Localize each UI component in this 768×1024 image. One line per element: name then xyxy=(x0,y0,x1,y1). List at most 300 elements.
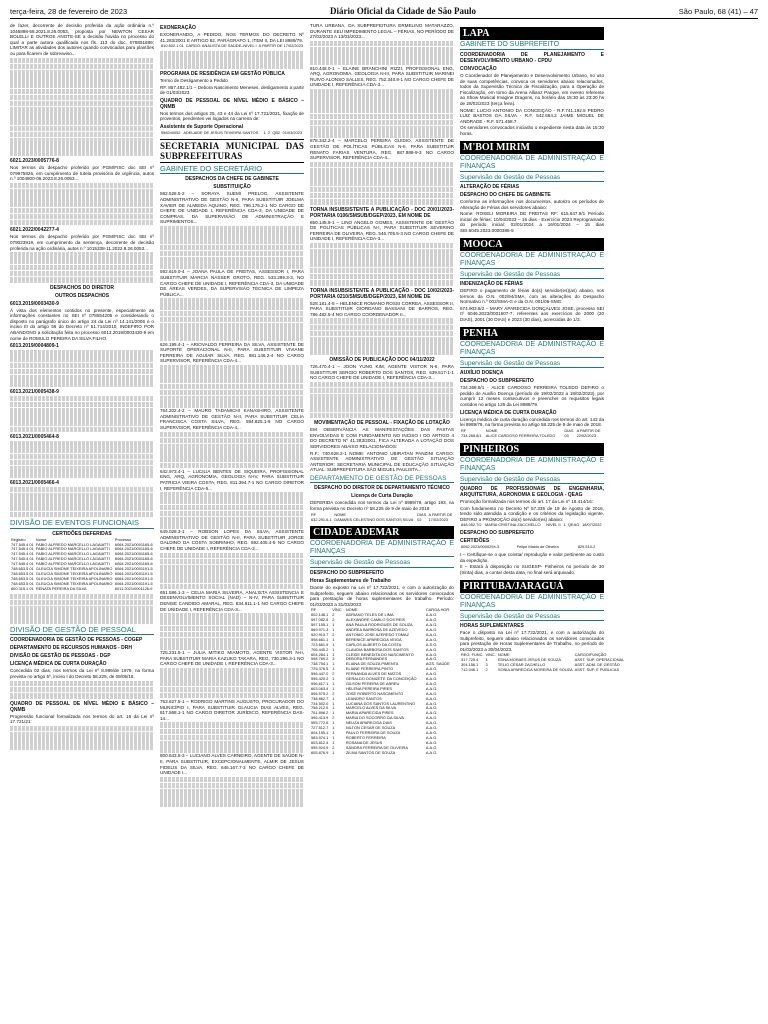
table-cell: 595.924.9 xyxy=(311,744,329,750)
text-line-placeholder xyxy=(160,668,304,674)
table-cell: 738.754.1 xyxy=(311,661,329,667)
text-line-placeholder xyxy=(160,559,304,565)
table-cell: 632.291.6-1 xyxy=(311,516,332,522)
section-heading: TORNA INSUBSISTENTE A PUBLICAÇÃO - DOC 20/01/2023- PORTARIA 0106/SMSUB/DGEP/2023, EM NOME DE xyxy=(310,206,454,219)
table-cell: 725.376.5 xyxy=(311,666,329,672)
header-edition: São Paulo, 68 (41) – 47 xyxy=(678,7,758,16)
table-cell: 6064.2021/0001191-5 xyxy=(114,580,153,586)
paragraph: O Coordenador de Planejamento e Desenvolvimento Urbano, no uso de suas competências, convoca os servidores abaixo relacionados, todos da Supervisão Técnica de Fiscalização, para a Operação de Fiscalização, em torno da Arena Allianz Parque, em evento referente ao Show Musical Imagine Dragons, no horário das 15:30 às 23:30 hs de 28/02/2023 (terça feira). xyxy=(460,73,604,106)
text-line-placeholder xyxy=(10,150,154,156)
table-cell: 6064.2021/0001165-6 xyxy=(114,551,153,557)
table-cell: A.A.G. xyxy=(425,666,438,672)
table-cell: 2 xyxy=(332,671,335,677)
section-heading: Assistente de Suporte Operacional xyxy=(160,124,244,131)
supervisao-title: Supervisão de Gestão de Pessoas xyxy=(460,271,604,280)
table-cell: TELIO CÉSAR ZACHELLO xyxy=(497,662,546,668)
paragraph: EM OBSERVÂNCIA AS MANIFESTAÇÕES DAS PASTAS ENVOLVIDAS E COM FUNDAMENTO NO INCISO I DO ARTIGO 4 DO DECRETO Nº 41.283/2001, FICA ALTERADA A LOTAÇÃO DOS SERVIDORES ABAIXO RELACIONADOS: xyxy=(310,427,454,449)
table-cell: CLAUDIA BARBOSA DOS SANTOS xyxy=(345,646,409,652)
text-line-placeholder xyxy=(10,512,154,518)
header-title: Diário Oficial da Cidade de São Paulo xyxy=(329,6,476,16)
text-line-placeholder xyxy=(10,414,154,420)
paragraph: Licença médica de curta duração concedida nos termos do art. 143 da lei 8989/79, na forma prevista no artigo 58.225 de 9 de maio de 2018. xyxy=(460,416,604,428)
text-line-placeholder xyxy=(310,331,454,337)
table-cell: A.A.G. xyxy=(425,651,438,657)
table-cell: DIAS xyxy=(417,511,427,517)
table-cell: 304.158.1 xyxy=(461,662,479,668)
paragraph: 850.145.9-1 – LINO ANGELO GOMES, ASSISTENTE DE GESTÃO DE POLÍTICAS PÚBLICAS N-I, PARA SUBSTITUIR SEVERINO FERREIRA DE OLIVEIRA, REG. 546.705.5-3 NO CARGO CHEFE DE UNIDADE I, REFERÊNCIA CDA-3... xyxy=(310,219,454,242)
table-cell: GLEUCIA SIMONE TEIXEIRA APOLINARIO xyxy=(35,575,113,581)
table-row xyxy=(460,434,604,439)
paragraph: EXONERANDO, A PEDIDO, NOS TERMOS DO DECRETO Nº 41.283/2001 E ARTIGO 62, PARÁGRAFO 1, ITEM II, DA LEI 8989/79. xyxy=(160,32,304,43)
table-cell: 2 xyxy=(332,612,335,618)
table-cell: NOME xyxy=(334,511,346,517)
table-cell: RF xyxy=(311,511,317,517)
table-cell: ADELAIDE DE JESUS TEIXEIRA SANTOS xyxy=(183,130,259,136)
process-number: 6013.2019/0004809-1 xyxy=(10,343,59,350)
table-cell: 597.155.1 xyxy=(311,622,329,628)
text-line-placeholder xyxy=(310,114,454,120)
supervisao-title: Supervisão de Gestão de Pessoas xyxy=(460,360,604,369)
table-cell: ALICE CARDOSO FERREIRA TOLEDO xyxy=(485,432,556,438)
paragraph: R.F.: 740.628.2-1 NOME: ANTONIO UBIRATAN PANZINI CARGO: ASSISTENTE ADMINISTRATIVO DE GESTÃO SITUAÇÃO ANTERIOR: SECRETARIA MUNICIPAL DE EDUCAÇÃO SITUAÇÃO ATUAL: SUBPREFEITURA SÃO MIGUEL PAULISTA... xyxy=(310,450,454,473)
table-cell: 558240052 xyxy=(161,130,181,136)
table-cell: 1 xyxy=(332,739,335,745)
table-cell: 03 xyxy=(564,432,569,438)
table-cell: ALEXANDRE CAMILO DOS REIS xyxy=(345,617,406,623)
table-cell: 747.545.4 01 xyxy=(11,541,34,547)
table-cell: 1 xyxy=(332,695,335,701)
text-line-placeholder xyxy=(10,220,154,226)
table-cell: A.S.O. xyxy=(425,641,438,647)
table-cell: 748.653.5 01 xyxy=(11,570,34,576)
table-cell: 317.725.4 xyxy=(461,657,479,663)
text-line-placeholder xyxy=(310,249,454,255)
paragraph: Diante do exposto na Lei nº 17.722/2021, e com a autorização do Subprefeito, seguem abaixo relacionados os servidores convocados para prestação de horas suplementares de trabalho. Período: 01/03/2023 a 31/03/2023 xyxy=(310,584,454,607)
table-cell: Felipe Maido de Oliveira xyxy=(516,544,559,550)
subprefeitura-title: PINHEIROS xyxy=(460,443,604,456)
text-line-placeholder xyxy=(310,47,454,53)
text-line-placeholder xyxy=(10,594,154,600)
text-line-placeholder xyxy=(160,232,304,238)
section-heading: COORDENADORIA DE GESTÃO DE PESSOAS - COGEP xyxy=(10,637,143,644)
table-cell: 829.510-2 xyxy=(577,544,596,550)
text-line-placeholder xyxy=(10,58,154,64)
table-cell: 1 xyxy=(332,710,335,716)
subprefeitura-title: M'BOI MIRIM xyxy=(460,141,604,154)
column-3 xyxy=(310,23,454,1023)
promocao-table xyxy=(460,523,604,528)
table-cell: 1 xyxy=(563,522,566,528)
text-line-placeholder xyxy=(160,238,304,244)
table-cell: A.A.G. xyxy=(425,622,438,628)
text-line-placeholder xyxy=(310,187,454,193)
gabinete-title: GABINETE DO SECRETÁRIO xyxy=(160,165,304,175)
text-line-placeholder xyxy=(160,57,304,63)
table-cell: ASST. SUP. E PÚBLICAS xyxy=(574,667,620,673)
table-row xyxy=(160,131,304,136)
table-cell: 605.876.9 xyxy=(311,749,329,755)
paragraph: Nos termos do despacho proferido por PGM/FISC doc SEI nº 079975826, em cumprimento de tutela provisória de urgência, autos n.º 1004800-06.2023.8.26.0053... xyxy=(10,164,154,182)
paragraph: 528.181.4-5 – HELENICE ROMANO ROSSI CORREA, ASSESSOR II, PARA SUBSTITUIR GIORDANO BASSANI DE BARROS, REG. 786.482.5-4 NO CARGO COORDENADOR II... xyxy=(310,300,454,317)
table-cell: ZILMA SANTOS DE SOUZA xyxy=(345,749,396,755)
table-cell: FABIO ALFREDO MARCELLO LAGAIATTI xyxy=(35,546,110,552)
text-line-placeholder xyxy=(310,274,454,280)
section-heading: QUADRO DE PESSOAL DE NÍVEL MÉDIO E BÁSICO – QNMB xyxy=(10,700,154,713)
table-cell: 747.545.4 01 xyxy=(11,556,34,562)
table-cell: 747.545.4 01 xyxy=(11,551,34,557)
table-row xyxy=(460,668,625,673)
division-title: DIVISÃO DE GESTÃO DE PESSOAL xyxy=(10,626,154,636)
table-cell: 747.545.4 01 xyxy=(11,561,34,567)
text-line-placeholder xyxy=(10,381,154,387)
coordenadoria-title: COORDENADORIA DE ADMINISTRAÇÃO E FINANÇAS xyxy=(460,593,604,609)
subprefeitura-title: PIRITUBA/JARAGUÁ xyxy=(460,580,604,593)
text-line-placeholder xyxy=(10,493,154,499)
text-line-placeholder xyxy=(310,107,454,113)
text-line-placeholder xyxy=(10,375,154,381)
table-cell: 1 xyxy=(263,130,266,136)
text-line-placeholder xyxy=(10,744,154,750)
text-line-placeholder xyxy=(310,132,454,138)
paragraph: 651.586.1-3 – CELIA MARIA SILVEIRA, ANALISTA ASSISTENCIA E DESENVOLVIMENTO SOCIAL (NAD) – N-IV, PARA SUBSTITUIR DENISE CANDIDO AMARAL, REG. 634.911.1-1 NO CARGO CHEFE DE UNIDADE I, REFERÊNCIA CDA-3... xyxy=(160,589,304,612)
paragraph: de fazer, decorrente de decisão proferida da ação ordinária n.º 1046898-58.2021.8.26.0053, proposta por NEWTON CESAR BOLELLI E OUTROS ANOTE-SE a decisão havida no processo do qual a parte autora qualificada nos fls. 113 do doc. 078851889; LIMITAR as atividades dos autores quando convocados para plantões ou para ficarem de sobreaviso... xyxy=(10,23,154,56)
table-cell: SANDRA FERREIRA DE OLIVEIRA xyxy=(345,744,408,750)
text-line-placeholder xyxy=(160,584,304,590)
table-cell: LUCIANA DOS SANTOS LAURENTINO xyxy=(345,700,416,706)
text-line-placeholder xyxy=(160,523,304,529)
paragraph: Conforme as informações nos documentos, autorizo os períodos de Alteração de Férias dos servidores abaixo: xyxy=(460,199,604,210)
section-heading: DESPACHO DO SUBPREFEITO xyxy=(310,569,384,576)
certidoes-table xyxy=(460,545,604,550)
coordenadoria-title: COORDENADORIA DE ADMINISTRAÇÃO E FINANÇAS xyxy=(460,456,604,472)
table-cell: 734.502.0 xyxy=(311,700,329,706)
table-cell: A.A.G. xyxy=(425,725,438,731)
table-cell: ASST. SUP. OPERACIONAL xyxy=(574,657,625,663)
section-heading: DEPARTAMENTO DE RECURSOS HUMANOS - DRH xyxy=(10,645,132,652)
text-line-placeholder xyxy=(10,454,154,460)
table-cell: 1 xyxy=(332,685,335,691)
section-heading: DESPACHO DO DIRETOR DE DEPARTAMENTO TÉCNICO xyxy=(314,485,450,492)
table-cell: VINC. xyxy=(485,652,496,658)
table-cell: GLEUCIA SIMONE TEIXEIRA APOLINARIO xyxy=(35,566,113,572)
section-heading: QUADRO DE PROFISSIONAIS DE ENGENHARIA, ARQUITETURA, AGRONOMIA E GEOLOGIA - QEAG xyxy=(460,486,604,499)
horas-table xyxy=(460,653,625,673)
text-line-placeholder xyxy=(10,681,154,687)
table-cell: ROSANA DE JESUS xyxy=(345,739,383,745)
horas-table xyxy=(310,608,454,755)
text-line-placeholder xyxy=(310,325,454,331)
text-line-placeholder xyxy=(310,268,454,274)
text-line-placeholder xyxy=(10,441,154,447)
table-cell: CARGO/FUNÇÃO xyxy=(574,652,607,658)
text-line-placeholder xyxy=(160,463,304,469)
table-cell: A.A.G. xyxy=(425,744,438,750)
text-line-placeholder xyxy=(310,126,454,132)
text-line-placeholder xyxy=(310,406,454,412)
paragraph: 753.627.5-1 – RODRIGO MARTINS AUGUSTO, PROCURADOR DO MUNICÍPIO I, PARA SUBSTITUIR GLAUCIA DIAS ALVES, REG. 817.568.1-1 NO CARGO DIRETOR JURÍDICO, REFERÊNCIA DAS-14... xyxy=(160,699,304,721)
table-cell: 603.812.4 xyxy=(311,739,329,745)
text-line-placeholder xyxy=(160,789,304,795)
text-line-placeholder xyxy=(10,612,154,618)
table-cell: 1 xyxy=(332,666,335,672)
table-cell: 2 xyxy=(332,631,335,637)
coordenadoria-title: COORDENADORIA DE ADMINISTRAÇÃO E FINANÇAS xyxy=(460,340,604,356)
table-cell: 723.661.9 xyxy=(311,641,329,647)
table-cell: 1 xyxy=(332,641,335,647)
table-cell: 22/02/2023 xyxy=(576,432,597,438)
text-line-placeholder xyxy=(160,565,304,571)
paragraph: Com fundamento no Decreto Nº 57.335 de 19 de Agosto de 2016, tendo sido atendida a condição e os critérios da legislação vigente, DEFIRO a PROMOÇÃO do(s) servidor(es) abaixo: xyxy=(460,505,604,522)
table-cell: 1 xyxy=(332,676,335,682)
table-cell: A.A.G. xyxy=(425,656,438,662)
text-line-placeholder xyxy=(160,444,304,450)
text-line-placeholder xyxy=(160,741,304,747)
paragraph: Nome: ROSELI MOREIRA DE FREITAS RF: 615.647.9/1 Período inicial de férias: 10/04/2023 – 15 dias - Exercício 2023 Reprogramado do período inicial: 02/01/2024 a 16/01/2024 – 15 dias SEI:6045.2023.0000385-5 xyxy=(460,211,604,233)
paragraph: 878.342.2-4 – MARCELO PEREIRA GUIDIO, ASSISTENTE DE GESTÃO DE POLÍTICAS PÚBLICAS N-II, PARA SUBSTITUIR RENATO FARIAS VENTURA, REG. 887.888-9-3 NO CARGO SUPERVISOR, REFERÊNCIA CDA-4... xyxy=(310,138,454,161)
paragraph: RF. 857.482.1/1 – Debora Nascimento Meneses, desligamento a partir de 01/03/2023 xyxy=(160,84,304,96)
section-heading: Horas Suplementares de Trabalho xyxy=(310,577,391,584)
paragraph: 726.470.4-1 – JOON YUNG KIM, AGENTE VISTOR N-II, PARA SUBSTITUIR SERGIO ROBERTO DOS SANTOS, REG. 639.517-1-1 NO CARGO CHEFE DE UNIDADE I, REFERÊNCIA CDA-3... xyxy=(310,363,454,381)
table-cell: Registro xyxy=(11,536,26,542)
text-line-placeholder xyxy=(310,95,454,101)
table-cell: GLEUCIA SIMONE TEIXEIRA APOLINARIO xyxy=(35,580,113,586)
table-cell: RF xyxy=(461,427,467,433)
table-cell: 603.063.4 xyxy=(311,685,329,691)
section-heading: AUXÍLIO DOENÇA xyxy=(460,370,504,377)
section-heading: ALTERAÇÃO DE FÉRIAS xyxy=(460,184,520,191)
text-line-placeholder xyxy=(10,447,154,453)
table-cell: 1 xyxy=(332,725,335,731)
table-cell: 734.268.8/1 xyxy=(461,432,482,438)
text-line-placeholder xyxy=(160,51,304,57)
text-line-placeholder xyxy=(160,553,304,559)
process-number: 6013.2021/0005464-8 xyxy=(10,434,59,441)
subprefeitura-title: MOOCA xyxy=(460,238,604,251)
text-line-placeholder xyxy=(160,571,304,577)
text-line-placeholder xyxy=(10,138,154,144)
table-cell: A PARTIR DE 17/02/2023 xyxy=(258,43,304,49)
text-line-placeholder xyxy=(310,53,454,59)
text-line-placeholder xyxy=(10,350,154,356)
table-cell: 6064.2021/0001165-6 xyxy=(114,561,153,567)
table-cell: A.A.G. xyxy=(425,685,438,691)
table-cell: GERALDO DONIZETE DA CONCEIÇÃO xyxy=(345,676,417,682)
table-cell: 1 xyxy=(332,734,335,740)
text-line-placeholder xyxy=(160,304,304,310)
table-cell: A.A.G. xyxy=(425,671,438,677)
coordenadoria-title: COORDENADORIA DE ADMINISTRAÇÃO E FINANÇAS xyxy=(310,540,454,556)
text-line-placeholder xyxy=(160,735,304,741)
table-cell: FABIO ALFREDO MARCELLO LAGAIATTI xyxy=(35,551,110,557)
text-line-placeholder xyxy=(10,271,154,277)
table-cell: 1 xyxy=(332,720,335,726)
text-line-placeholder xyxy=(10,420,154,426)
table-cell: 596.420.2 xyxy=(311,676,329,682)
table-cell: 2 xyxy=(332,690,335,696)
text-line-placeholder xyxy=(10,427,154,433)
section-heading: DESPACHOS DO DIRETOR xyxy=(50,284,114,291)
table-cell: A.A.G. xyxy=(425,720,438,726)
table-cell: Processo xyxy=(114,536,132,542)
table-cell: 3 xyxy=(332,656,335,662)
text-line-placeholder xyxy=(310,349,454,355)
table-cell: AGS. SAÚDE xyxy=(425,661,450,667)
table-cell: CARLOS ALBERTO DA COSTA xyxy=(345,641,402,647)
text-line-placeholder xyxy=(10,208,154,214)
table-cell: 6064.2021/0001165-6 xyxy=(114,556,153,562)
text-line-placeholder xyxy=(310,162,454,168)
table-cell: 1 xyxy=(332,622,335,628)
text-line-placeholder xyxy=(10,101,154,107)
page-header xyxy=(10,6,758,19)
table-cell: 748.653.5 01 xyxy=(11,566,34,572)
paragraph: Os servidores convocados iniciarão o expediente nesta data às 15:30 horas. xyxy=(460,125,604,136)
paragraph: 592.619.0-4 – JOANA PAULA DE FREITAS, ASSESSOR I, PARA SUBSTITUIR MARCIA NASSER GROTO, REG. 533.289.3-3, NO CARGO CHEFE DE UNIDADE I, REFERÊNCIA CDA-3, DA UNIDADE DE ÁREAS VERDES, DA SUPERVISÃO TÉCNICA DE LIMPEZA PÚBLICA... xyxy=(160,269,304,297)
table-cell: 6064.2021/0001191-5 xyxy=(114,566,153,572)
table-row xyxy=(10,587,154,592)
paragraph: 626.195.4-1 – ARIOVALDO FERREIRA DA SILVA, ASSISTENTE DE SUPORTE OPERACIONAL N-II, PARA SUBSTITUIR VIVIANE FERREIRA DE AGUIAR SILVA, REG. 881.146.2-4 NO CARGO SUPERVISOR, REFERÊNCIA CDA-4... xyxy=(160,341,304,364)
department-title: DEPARTAMENTO DE GESTÃO DE PESSOAS xyxy=(310,475,454,484)
paragraph: 764.202.4-2 – MAURO TADAMICHI KANASHIRO, ASSISTENTE ADMINISTRATIVO DE GESTÃO N-II, PARA SUBSTITUIR CELIA FRANCISCA COSTA SILVA, REG. 594.825.1-6 NO CARGO SUPERVISOR, REFERÊNCIA CDA-4... xyxy=(160,408,304,431)
section-heading: Licença de Curta Duração xyxy=(351,493,413,500)
table-row xyxy=(460,545,604,550)
table-cell: 602.148.1 xyxy=(311,612,329,618)
table-row xyxy=(310,518,454,523)
text-line-placeholder xyxy=(10,107,154,113)
section-heading: DESPACHO DO CHEFE DE GABINETE xyxy=(460,192,551,199)
paragraph: 810.448.0-1 – ELAINE BRANCHINI RIZZI, PROFISSIONAL ENG, ARQ, AGRONOMIA, GEOLOGIA N-III, PARA SUBSTITUIR MARINEI RUIVO ALONSO SALLES, REG. 752.340.8-1 NO CARGO CHEFE DE UNIDADE I, REFERÊNCIA CDA-3... xyxy=(310,65,454,88)
text-line-placeholder xyxy=(160,505,304,511)
section-heading: MOVIMENTAÇÃO DE PESSOAL - FIXAÇÃO DE LOTAÇÃO xyxy=(314,420,450,427)
table-cell: CLEIDE BENEDITA DO NASCIMENTO xyxy=(345,651,414,657)
paragraph: Termo de Desligamento a Pedido xyxy=(160,78,228,84)
text-line-placeholder xyxy=(160,693,304,699)
text-line-placeholder xyxy=(310,261,454,267)
paragraph: NOME: LUCIO ANTONIO DA CONCEIÇÃO - R.F.741.192.5 PEDRO LUIZ BASTOS DA SILVA - R.F. 542.664.2 JAIME MIGUEL DE ANDRADE - R.F. 571.458.7 xyxy=(460,107,604,124)
paragraph: 725.231.5-1 – JULIA MITIKO MIAMOTO, AGENTE VISTOR N-II, PARA SUBSTITUIR MARIA KAZUKO TAKARA, REG. 730.296.3-1 NO CARGO CHEFE DE UNIDADE I, REFERÊNCIA CDA-3... xyxy=(160,650,304,667)
section-heading: LICENÇA MÉDICA DE CURTA DURAÇÃO xyxy=(10,661,107,668)
table-cell: 1 xyxy=(332,700,335,706)
table-cell: A.A.G. xyxy=(425,676,438,682)
table-cell: 596.617.1 xyxy=(311,680,329,686)
table-cell: 1 xyxy=(332,626,335,632)
section-heading: HORAS SUPLEMENTARES xyxy=(460,623,524,630)
text-line-placeholder xyxy=(310,255,454,261)
table-row xyxy=(310,751,454,756)
certidoes-table xyxy=(10,538,154,592)
text-line-placeholder xyxy=(10,82,154,88)
supervisao-title: Supervisão de Gestão de Pessoas xyxy=(310,559,454,568)
text-line-placeholder xyxy=(160,613,304,619)
text-line-placeholder xyxy=(10,76,154,82)
text-line-placeholder xyxy=(10,693,154,699)
section-heading: OMISSÃO DE PUBLICAÇÃO DOC 04/11/2022 xyxy=(329,356,435,363)
table-cell: RENATA PEREIRA DA SILVA xyxy=(35,585,87,591)
table-cell: HELENA PEREIRA PIRES xyxy=(345,685,392,691)
table-cell: 6064.2021/0001191-5 xyxy=(114,570,153,576)
text-line-placeholder xyxy=(160,795,304,801)
process-number: 6013.2019/0003430-9 xyxy=(10,300,59,307)
table-cell: Nome xyxy=(35,536,47,542)
table-cell: 1 xyxy=(332,680,335,686)
text-line-placeholder xyxy=(310,337,454,343)
table-cell: GILSON PEREIRA DE ABREU xyxy=(345,680,400,686)
table-cell: DIAS xyxy=(564,427,574,433)
table-cell: A.A.G. xyxy=(425,646,438,652)
table-cell: FABIO ALFREDO MARCELLO LAGAIATTI xyxy=(35,541,110,547)
text-line-placeholder xyxy=(10,402,154,408)
text-line-placeholder xyxy=(10,132,154,138)
table-cell: 1 xyxy=(332,636,335,642)
table-cell: GLEUCIA SIMONE TEIXEIRA APOLINARIO xyxy=(35,570,113,576)
process-number: 6013.2021/0005438-9 xyxy=(10,388,59,395)
table-cell: 727.512.7 xyxy=(311,725,329,731)
text-line-placeholder xyxy=(10,396,154,402)
text-line-placeholder xyxy=(160,384,304,390)
text-line-placeholder xyxy=(10,505,154,511)
paragraph: 674.903.8/2 – MARY APARECIDA GONÇALVES JOSE, processo SEI nº 6046.2023/0001507-7, referentes aos exercícios de 2000 (20 DIAS), 2001 (30 DIAS) e 2023 (30 dias), acrescidas de 1/3. xyxy=(460,305,604,323)
table-cell: A.A.G. xyxy=(425,700,438,706)
table-cell: ADRIANO TELES DE LIMA xyxy=(345,612,394,618)
text-line-placeholder xyxy=(10,252,154,258)
section-heading: DIVISÃO DE GESTÃO DE PESSOAS - DGP xyxy=(10,653,111,660)
text-line-placeholder xyxy=(160,377,304,383)
text-line-placeholder xyxy=(10,369,154,375)
paragraph: À vista dos elementos contidos no presente, especialmente as informações constantes no SEI nº 078554205 e considerando o disposto no parágrafo único do artigo 24 da Lei nº 14.141/2006 e o inciso III do artigo 56 do Decreto nº 51.714/2010, INDEFIRO POR ABANDONO a solicitação feita no processo 6013.2019/0003430-9 em nome de ROMULO PEREIRA DA SILVA FILHO. xyxy=(10,307,154,341)
text-line-placeholder xyxy=(10,126,154,132)
table-cell: NILTON CESAR DE SOUZA xyxy=(345,725,396,731)
table-cell: A.A.G. xyxy=(425,734,438,740)
table-cell: NOME xyxy=(497,652,510,658)
table-cell: 1 xyxy=(332,730,335,735)
table-cell: A PARTIR DE xyxy=(576,427,601,433)
table-cell: DEBORA FERNANDES xyxy=(345,656,388,662)
table-cell: JOSE ROBERTO NASCIMENTO xyxy=(345,690,404,696)
table-cell: 600.315.1 01 xyxy=(11,585,34,591)
table-cell: ANDREA BARBOSA DE AZEVEDO xyxy=(345,626,408,632)
table-cell: 1 xyxy=(485,657,488,663)
paragraph: Face o disposto na Lei nº 17.722/2021, e com a autorização do Subprefeito, seguem abaixo relacionados os servidores convocados para prestação de Horas Suplementares de Trabalho, no período de 01/03/2023 a 30/04/2023. xyxy=(460,630,604,652)
text-line-placeholder xyxy=(10,189,154,195)
text-line-placeholder xyxy=(10,277,154,283)
section-heading: DESPACHOS DA CHEFE DE GABINETE xyxy=(185,176,279,183)
section-heading: SUBSTITUIÇÃO xyxy=(213,184,251,191)
table-cell: 6011.2021/0001126-9 xyxy=(114,585,153,591)
table-cell: A.A.G. xyxy=(425,626,438,632)
paragraph: DEFIRO o pagamento de férias do(s) servidor(es)(as) abaixo, nos termos da O.N. 002/94/SMA, com as alterações do Despacho Normativo n.º 002/SMA-G e da O.N. 001/06-SMG: xyxy=(460,288,604,305)
coordenadoria-title: COORDENADORIA DE ADMINISTRAÇÃO E FINANÇAS xyxy=(460,154,604,170)
table-cell: A.A.G. xyxy=(425,617,438,623)
table-cell: 2 xyxy=(267,130,271,136)
table-cell: 6064.2021/0001165-6 xyxy=(114,541,153,547)
table-cell: ELIANA DE SOUZA PIMENTA xyxy=(345,661,399,667)
table-cell: NIVEL II xyxy=(546,522,561,528)
table-cell: 6052.2023/0000294-3 xyxy=(461,544,500,550)
paragraph: Concedida 02 dias, nos termos da Lei nº 8.989/de 1979, na forma prevista no artigo 5º, inciso I do Decreto 58.225, de 09/05/18. xyxy=(10,668,154,679)
table-cell: DAMARIS CELESTINO DOS SANTOS SILVA xyxy=(334,516,414,522)
text-line-placeholder xyxy=(10,472,154,478)
text-line-placeholder xyxy=(160,783,304,789)
table-cell: 583.974.1 xyxy=(311,734,329,740)
text-line-placeholder xyxy=(310,388,454,394)
text-line-placeholder xyxy=(10,258,154,264)
assist-table xyxy=(160,131,304,136)
table-cell: A.A.G. xyxy=(425,695,438,701)
table-cell: A.A.G. xyxy=(425,739,438,745)
table-cell: NEUZA APARECIDA DIAS xyxy=(345,720,392,726)
table-cell: 747.545.4 01 xyxy=(11,546,34,552)
text-line-placeholder xyxy=(10,214,154,220)
